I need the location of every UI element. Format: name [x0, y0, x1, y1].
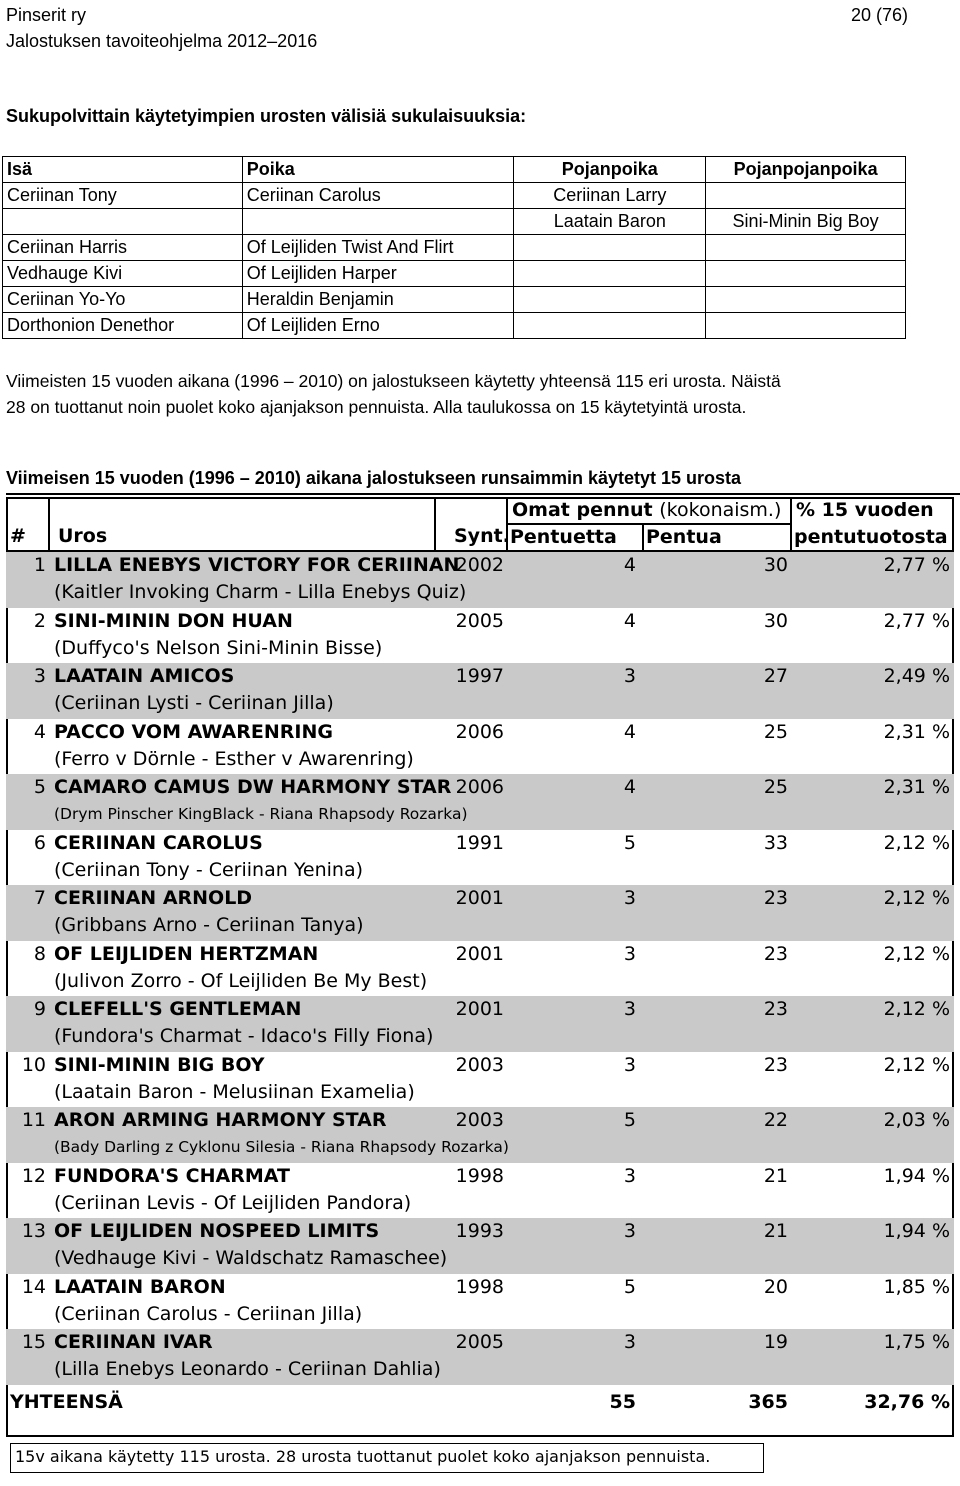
pup-percentage: 1,94 % [883, 1164, 950, 1187]
male-parents: (Kaitler Invoking Charm - Lilla Enebys Quiz) [54, 581, 467, 603]
kinship-row [3, 313, 906, 339]
header-own-pups-note: (kokonaism.) [659, 499, 782, 521]
row-number: 4 [33, 720, 46, 743]
column-divider [434, 497, 436, 552]
litter-count: 3 [623, 887, 636, 909]
pup-count: 23 [763, 942, 788, 965]
birth-year: 2005 [455, 1331, 504, 1353]
header-born: Synt. [454, 525, 510, 547]
cell-grandson [514, 287, 706, 313]
table-row [6, 941, 954, 997]
cell-grandson: Ceriinan Larry [514, 183, 706, 209]
cell-grandson [514, 261, 706, 287]
table-row [6, 1163, 954, 1219]
male-parents: (Drym Pinscher KingBlack - Riana Rhapsody Rozarka) [54, 805, 468, 823]
litter-count: 3 [623, 998, 636, 1020]
pup-percentage: 2,77 % [883, 554, 950, 576]
cell-son: Heraldin Benjamin [242, 287, 514, 313]
male-parents: (Duffyco's Nelson Sini-Minin Bisse) [54, 636, 383, 659]
cell-father: Vedhauge Kivi [3, 261, 243, 287]
table-row [6, 1218, 954, 1274]
top15-table [6, 497, 954, 1481]
totals-pups: 365 [748, 1391, 788, 1413]
cell-son: Ceriinan Carolus [242, 183, 514, 209]
title-underline [6, 493, 960, 495]
male-name: LAATAIN AMICOS [54, 665, 235, 687]
male-name: CERIINAN ARNOLD [54, 887, 253, 909]
pup-count: 19 [763, 1331, 788, 1353]
male-parents: (Julivon Zorro - Of Leijliden Be My Best) [54, 969, 428, 992]
row-number: 8 [33, 942, 46, 965]
male-parents: (Laatain Baron - Melusiinan Examelia) [54, 1080, 415, 1103]
pup-count: 22 [763, 1109, 788, 1131]
table-row [6, 719, 954, 775]
paragraph-line: Viimeisten 15 vuoden aikana (1996 – 2010) on jalostukseen käytetty yhteensä 115 eri urosta. Näistä [6, 371, 781, 391]
cell-son: Of Leijliden Twist And Flirt [242, 235, 514, 261]
header-pups: Pentua [646, 526, 722, 548]
litter-count: 3 [623, 1331, 636, 1353]
cell-great-grandson [706, 235, 906, 261]
male-name: OF LEIJLIDEN NOSPEED LIMITS [54, 1220, 380, 1242]
row-number: 15 [21, 1331, 46, 1353]
male-parents: (Ceriinan Levis - Of Leijliden Pandora) [54, 1191, 412, 1214]
kinship-row [3, 183, 906, 209]
column-divider [642, 525, 644, 552]
table-row [6, 885, 954, 941]
male-parents: (Ferro v Dörnle - Esther v Awarenring) [54, 747, 414, 770]
row-number: 10 [21, 1053, 46, 1076]
kinship-row [3, 287, 906, 313]
male-name: SINI-MININ BIG BOY [54, 1053, 265, 1076]
cell-great-grandson: Sini-Minin Big Boy [706, 209, 906, 235]
pup-count: 23 [763, 998, 788, 1020]
birth-year: 2001 [455, 942, 504, 965]
birth-year: 1993 [455, 1220, 504, 1242]
header-subdivider [506, 523, 790, 525]
pup-percentage: 2,31 % [883, 776, 950, 798]
footnote-text: 15v aikana käytetty 115 urosta. 28 urosta tuottanut puolet koko ajanjakson pennuista. [15, 1447, 711, 1466]
document-title: Jalostuksen tavoiteohjelma 2012–2016 [6, 31, 318, 51]
row-number: 5 [33, 776, 46, 798]
cell-son: Of Leijliden Erno [242, 313, 514, 339]
cell-father: Ceriinan Harris [3, 235, 243, 261]
row-number: 11 [21, 1109, 46, 1131]
totals-row [6, 1385, 954, 1421]
birth-year: 1991 [455, 831, 504, 854]
male-parents: (Ceriinan Carolus - Ceriinan Jilla) [54, 1302, 363, 1325]
litter-count: 3 [623, 942, 636, 965]
page-number: 20 (76) [850, 5, 908, 25]
column-header-grandson: Pojanpoika [514, 157, 706, 183]
kinship-title: Sukupolvittain käytetyimpien urosten välisiä sukulaisuuksia: [6, 106, 527, 126]
kinship-row [3, 261, 906, 287]
totals-percent: 32,76 % [864, 1391, 950, 1413]
pup-count: 30 [763, 554, 788, 576]
male-name: PACCO VOM AWARENRING [54, 720, 333, 743]
table-row [6, 1107, 954, 1163]
male-parents: (Ceriinan Tony - Ceriinan Yenina) [54, 858, 364, 881]
pup-count: 33 [763, 831, 788, 854]
male-parents: (Vedhauge Kivi - Waldschatz Ramaschee) [54, 1247, 448, 1269]
kinship-table [2, 156, 906, 339]
summary-paragraph [6, 368, 956, 420]
column-divider [48, 497, 50, 552]
row-number: 13 [21, 1220, 46, 1242]
cell-father [3, 209, 243, 235]
cell-father: Dorthonion Denethor [3, 313, 243, 339]
birth-year: 2006 [455, 776, 504, 798]
row-number: 6 [33, 831, 46, 854]
cell-son [242, 209, 514, 235]
row-number: 7 [33, 887, 46, 909]
male-parents: (Bady Darling z Cyklonu Silesia - Riana Rhapsody Rozarka) [54, 1138, 509, 1156]
pup-percentage: 1,94 % [883, 1220, 950, 1242]
birth-year: 1998 [455, 1275, 504, 1298]
male-name: LAATAIN BARON [54, 1275, 226, 1298]
litter-count: 4 [623, 776, 636, 798]
top15-title: Viimeisen 15 vuoden (1996 – 2010) aikana jalostukseen runsaimmin käytetyt 15 urosta [6, 468, 742, 488]
kinship-header-row [3, 157, 906, 183]
pup-percentage: 2,12 % [883, 831, 950, 854]
organization-name: Pinserit ry [6, 5, 87, 25]
table-row [6, 830, 954, 886]
paragraph-line: 28 on tuottanut noin puolet koko ajanjakson pennuista. Alla taulukossa on 15 käytetyintä urosta. [6, 397, 747, 417]
table-row [6, 1329, 954, 1385]
litter-count: 5 [623, 831, 636, 854]
litter-count: 4 [623, 720, 636, 743]
cell-great-grandson [706, 183, 906, 209]
table-row [6, 1052, 954, 1108]
top15-rows [6, 552, 954, 1385]
litter-count: 3 [623, 1053, 636, 1076]
table-row [6, 996, 954, 1052]
cell-father: Ceriinan Tony [3, 183, 243, 209]
header-number: # [10, 525, 26, 547]
cell-son: Of Leijliden Harper [242, 261, 514, 287]
male-name: CERIINAN CAROLUS [54, 831, 263, 854]
row-number: 2 [33, 609, 46, 632]
cell-great-grandson [706, 287, 906, 313]
header-percent-line2: pentutuotosta [794, 526, 948, 548]
pup-percentage: 2,03 % [883, 1109, 950, 1131]
pup-count: 20 [763, 1275, 788, 1298]
row-number: 1 [33, 554, 46, 576]
birth-year: 1997 [455, 665, 504, 687]
litter-count: 5 [623, 1109, 636, 1131]
table-row [6, 552, 954, 608]
male-name: OF LEIJLIDEN HERTZMAN [54, 942, 319, 965]
column-divider [790, 497, 792, 552]
pup-count: 21 [763, 1164, 788, 1187]
birth-year: 2001 [455, 998, 504, 1020]
cell-grandson: Laatain Baron [514, 209, 706, 235]
pup-percentage: 2,49 % [883, 665, 950, 687]
kinship-row [3, 235, 906, 261]
pup-count: 23 [763, 1053, 788, 1076]
pup-count: 21 [763, 1220, 788, 1242]
footnote-box [10, 1443, 764, 1473]
litter-count: 5 [623, 1275, 636, 1298]
cell-father: Ceriinan Yo-Yo [3, 287, 243, 313]
pup-count: 30 [763, 609, 788, 632]
pup-count: 27 [763, 665, 788, 687]
column-header-father: Isä [3, 157, 243, 183]
pup-count: 23 [763, 887, 788, 909]
header-percent-line1: % 15 vuoden [796, 499, 934, 521]
table-border-bottom [6, 1435, 954, 1437]
row-number: 12 [21, 1164, 46, 1187]
pup-percentage: 2,31 % [883, 720, 950, 743]
header-own-pups [512, 499, 781, 521]
totals-label: YHTEENSÄ [10, 1391, 123, 1413]
litter-count: 4 [623, 609, 636, 632]
pup-count: 25 [763, 776, 788, 798]
birth-year: 2003 [455, 1053, 504, 1076]
cell-great-grandson [706, 261, 906, 287]
page-header-left [6, 2, 317, 54]
row-number: 14 [21, 1275, 46, 1298]
column-header-son: Poika [242, 157, 514, 183]
pup-percentage: 2,12 % [883, 1053, 950, 1076]
male-name: SINI-MININ DON HUAN [54, 609, 293, 632]
male-parents: (Ceriinan Lysti - Ceriinan Jilla) [54, 692, 334, 714]
pup-percentage: 2,77 % [883, 609, 950, 632]
male-name: CLEFELL'S GENTLEMAN [54, 998, 302, 1020]
litter-count: 3 [623, 1220, 636, 1242]
pup-percentage: 1,85 % [883, 1275, 950, 1298]
pup-count: 25 [763, 720, 788, 743]
male-parents: (Fundora's Charmat - Idaco's Filly Fiona) [54, 1025, 434, 1047]
pup-percentage: 1,75 % [883, 1331, 950, 1353]
pup-percentage: 2,12 % [883, 942, 950, 965]
birth-year: 2005 [455, 609, 504, 632]
litter-count: 3 [623, 665, 636, 687]
birth-year: 2003 [455, 1109, 504, 1131]
header-own-pups-label: Omat pennut [512, 499, 653, 521]
birth-year: 1998 [455, 1164, 504, 1187]
male-name: CERIINAN IVAR [54, 1331, 213, 1353]
birth-year: 2001 [455, 887, 504, 909]
birth-year: 2006 [455, 720, 504, 743]
row-number: 3 [33, 665, 46, 687]
table-row [6, 1274, 954, 1330]
cell-grandson [514, 313, 706, 339]
totals-litters: 55 [609, 1391, 636, 1413]
male-parents: (Lilla Enebys Leonardo - Ceriinan Dahlia) [54, 1358, 441, 1380]
row-number: 9 [33, 998, 46, 1020]
birth-year: 2002 [455, 554, 504, 576]
male-name: CAMARO CAMUS DW HARMONY STAR [54, 776, 452, 798]
header-male: Uros [58, 525, 108, 547]
table-row [6, 774, 954, 830]
cell-grandson [514, 235, 706, 261]
pup-percentage: 2,12 % [883, 887, 950, 909]
table-row [6, 663, 954, 719]
column-header-great-grandson: Pojanpojanpoika [706, 157, 906, 183]
litter-count: 3 [623, 1164, 636, 1187]
male-name: FUNDORA'S CHARMAT [54, 1164, 290, 1187]
kinship-row [3, 209, 906, 235]
header-litters: Pentuetta [510, 526, 617, 548]
cell-great-grandson [706, 313, 906, 339]
pup-percentage: 2,12 % [883, 998, 950, 1020]
litter-count: 4 [623, 554, 636, 576]
male-parents: (Gribbans Arno - Ceriinan Tanya) [54, 914, 364, 936]
male-name: LILLA ENEBYS VICTORY FOR CERIINAN [54, 554, 460, 576]
table-row [6, 608, 954, 664]
male-name: ARON ARMING HARMONY STAR [54, 1109, 387, 1131]
